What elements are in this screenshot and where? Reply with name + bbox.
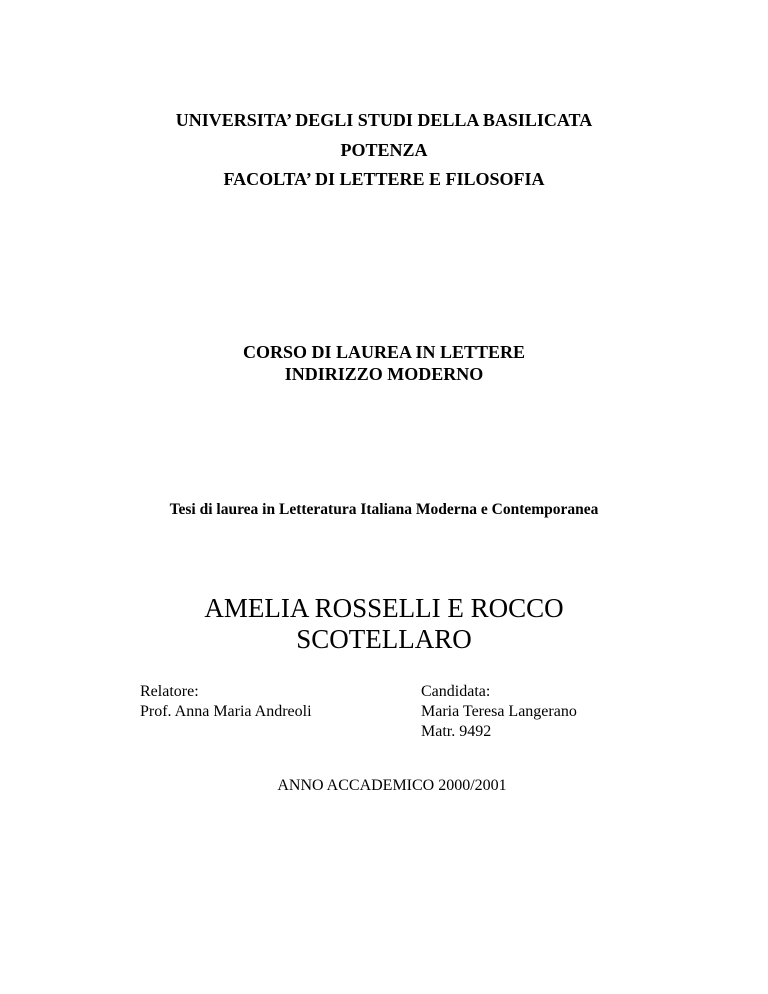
thesis-title-line-1: AMELIA ROSSELLI E ROCCO bbox=[204, 593, 564, 623]
supervisor-label: Relatore: bbox=[140, 683, 199, 700]
candidate-name: Maria Teresa Langerano bbox=[421, 703, 577, 720]
city-name: POTENZA bbox=[340, 140, 428, 160]
thesis-title-line-2: SCOTELLARO bbox=[296, 624, 472, 654]
candidate-label: Candidata: bbox=[421, 683, 491, 700]
candidate-matriculation: Matr. 9492 bbox=[421, 723, 492, 740]
faculty-name: FACOLTA’ DI LETTERE E FILOSOFIA bbox=[223, 169, 545, 189]
course-track: INDIRIZZO MODERNO bbox=[284, 364, 484, 384]
university-name: UNIVERSITA’ DEGLI STUDI DELLA BASILICATA bbox=[175, 110, 593, 130]
course-name: CORSO DI LAUREA IN LETTERE bbox=[242, 342, 526, 362]
supervisor-name: Prof. Anna Maria Andreoli bbox=[140, 703, 312, 720]
thesis-subject: Tesi di laurea in Letteratura Italiana Moderna e Contemporanea bbox=[169, 501, 599, 518]
academic-year: ANNO ACCADEMICO 2000/2001 bbox=[277, 777, 507, 794]
